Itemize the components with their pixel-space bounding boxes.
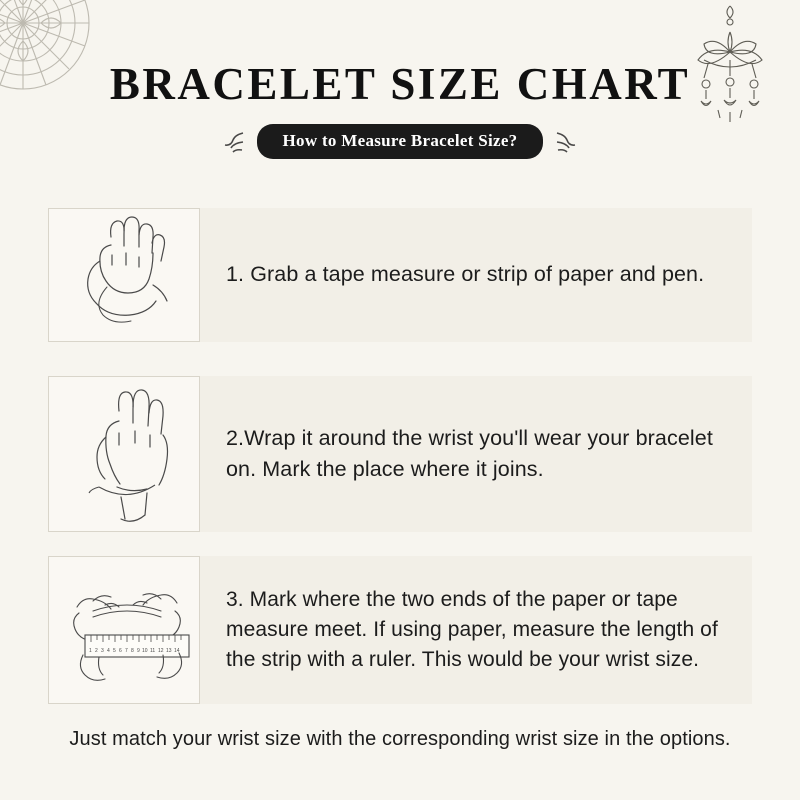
step-text-3: 3. Mark where the two ends of the paper or tape measure meet. If using paper, measure the length of the strip with a ruler. This would be your wrist size. — [226, 588, 718, 671]
page-title: BRACELET SIZE CHART — [109, 59, 691, 109]
hand-fist-with-tape-illustration — [48, 208, 200, 342]
step-text-2: 2.Wrap it around the wrist you'll wear your bracelet on. Mark the place where it joins. — [226, 425, 713, 481]
hands-measuring-strip-with-ruler-illustration — [48, 556, 200, 704]
svg-text:6: 6 — [119, 648, 122, 654]
svg-text:5: 5 — [113, 648, 116, 654]
svg-text:9: 9 — [137, 648, 140, 654]
svg-text:11: 11 — [150, 648, 156, 654]
step-text-1: 1. Grab a tape measure or strip of paper and pen. — [226, 262, 705, 287]
svg-text:7: 7 — [125, 648, 128, 654]
svg-text:8: 8 — [131, 648, 134, 654]
subtitle-pill: How to Measure Bracelet Size? — [257, 124, 544, 159]
svg-text:1: 1 — [89, 648, 92, 654]
svg-text:2: 2 — [95, 648, 98, 654]
swirl-ornament-icon — [553, 129, 579, 155]
step-row-3 — [48, 556, 752, 704]
svg-text:13: 13 — [166, 648, 172, 654]
svg-text:4: 4 — [107, 648, 110, 654]
svg-text:12: 12 — [158, 648, 164, 654]
step-row-1 — [48, 208, 752, 342]
svg-text:10: 10 — [142, 648, 148, 654]
footer-note: Just match your wrist size with the corresponding wrist size in the options. — [69, 728, 731, 750]
svg-text:3: 3 — [101, 648, 104, 654]
subtitle-row — [0, 124, 800, 159]
hand-with-tape-around-wrist-illustration — [48, 376, 200, 532]
step-row-2 — [48, 376, 752, 532]
swirl-ornament-icon — [221, 129, 247, 155]
svg-text:14: 14 — [174, 648, 180, 654]
